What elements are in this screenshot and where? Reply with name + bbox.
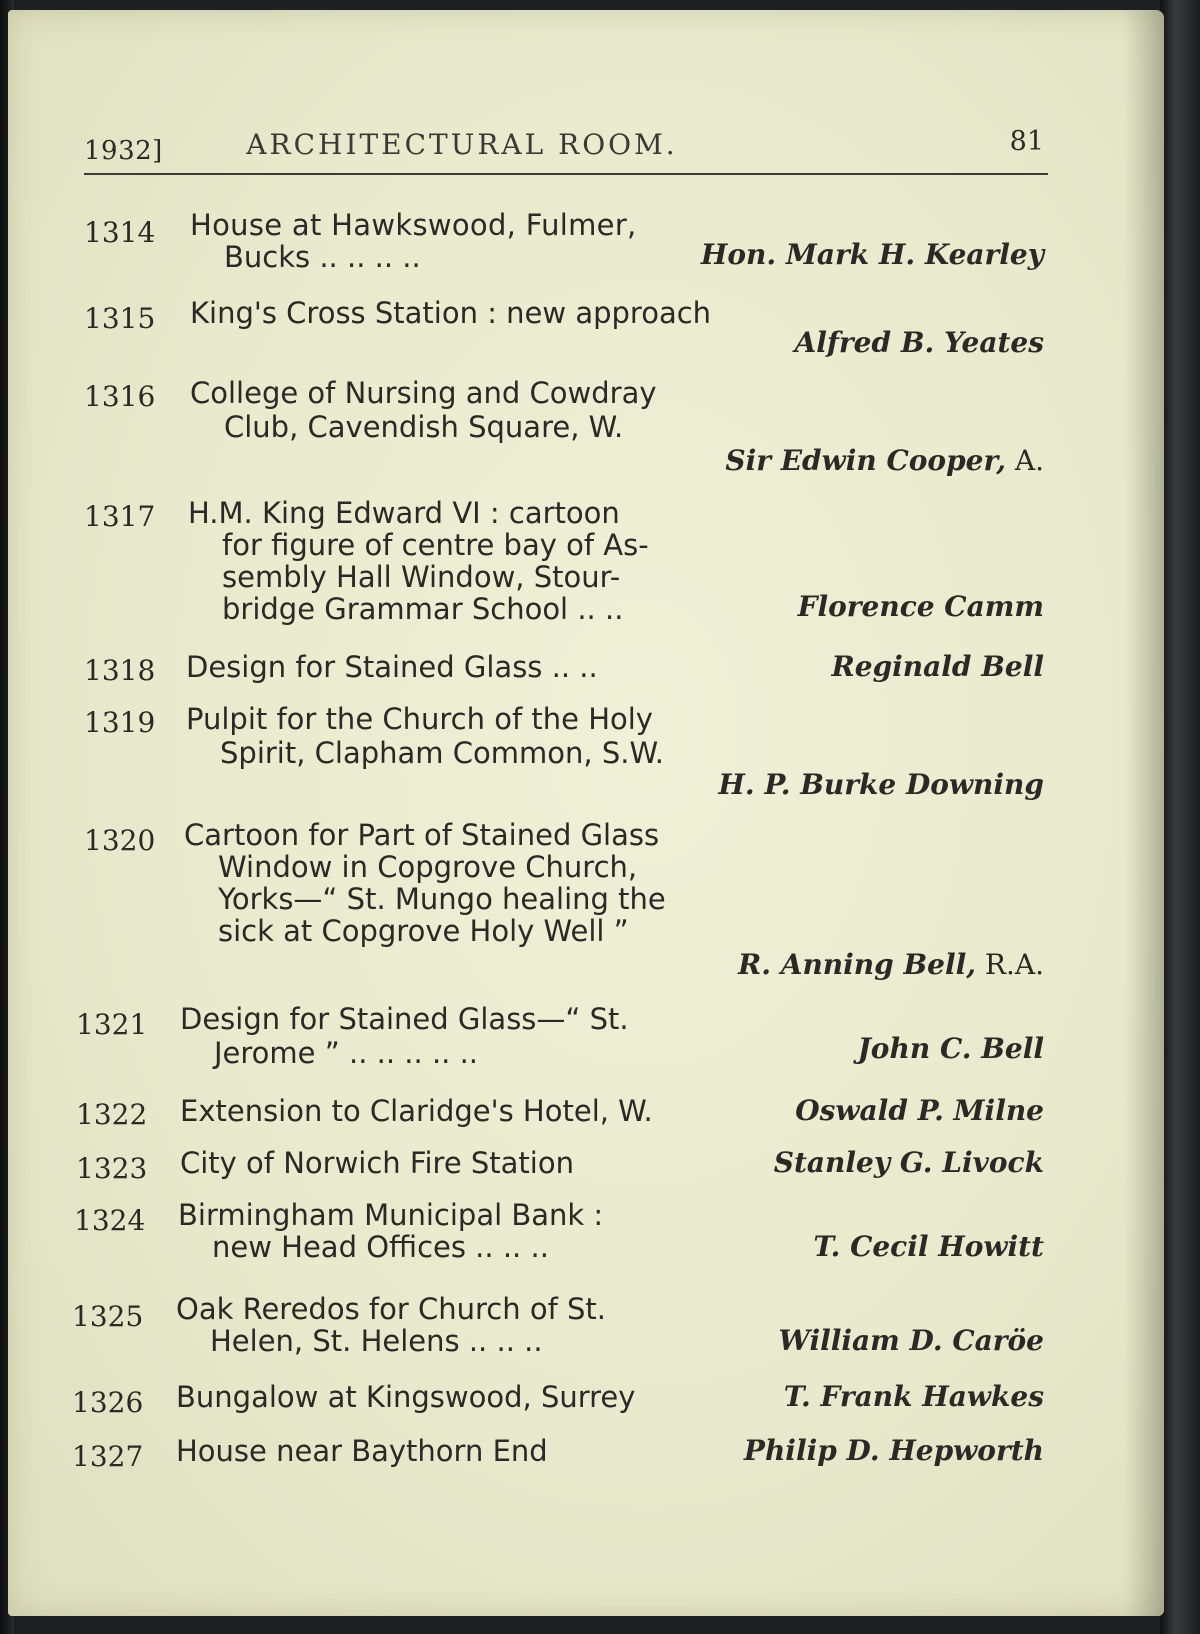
entry-artist [858,1032,1044,1065]
entry-number: 1315 [84,302,156,335]
entry-artist [795,1094,1044,1127]
artist-name: Philip D. Hepworth [743,1434,1044,1467]
artist-name: R. Anning Bell, [737,948,976,981]
artist-name: Stanley G. Livock [773,1146,1044,1179]
catalogue-entry [84,818,1044,988]
entry-title-line [190,208,718,242]
entry-artist [779,1324,1044,1357]
entry-title-text: House at Hawkswood, Fulmer, [190,208,637,242]
page-number: 81 [1009,126,1044,157]
catalogue-page [8,10,1164,1616]
entry-number: 1325 [72,1300,144,1333]
entry-number: 1319 [84,706,156,739]
entry-artist [738,948,1044,981]
catalogue-entry [76,1094,1044,1138]
catalogue-entry [76,1002,1044,1082]
entry-title-line: Yorks—“ St. Mungo healing the [218,882,666,916]
entry-number: 1317 [84,500,156,533]
artist-name: H. P. Burke Downing [718,768,1044,801]
entry-title-line: Helen, St. Helens .. .. .. [210,1324,543,1358]
entry-number: 1322 [76,1098,148,1131]
entry-title-line: Cartoon for Part of Stained Glass [184,818,660,852]
entry-number: 1316 [84,380,156,413]
entry-title-line: College of Nursing and Cowdray [190,376,657,410]
catalogue-entry [72,1434,1044,1478]
entry-artist [725,444,1044,477]
entry-number: 1327 [72,1440,144,1473]
entry-title-line: H.M. King Edward VI : cartoon [188,496,620,530]
artist-name: Alfred B. Yeates [794,326,1044,359]
artist-honours: A. [1005,444,1044,477]
entry-artist [744,1434,1044,1467]
catalogue-entry [84,496,1044,636]
entry-title-line: Jerome ” .. .. .. .. .. [214,1036,479,1070]
catalogue-entry [84,650,1044,694]
entry-artist [718,768,1044,801]
artist-name: Florence Camm [797,590,1044,623]
entry-title-line: Window in Copgrove Church, [218,850,638,884]
running-head-year: 1932] [84,136,163,166]
entry-title-line: new Head Offices .. .. .. [212,1230,549,1264]
entry-title-line: Spirit, Clapham Common, S.W. [220,736,665,770]
catalogue-entry [84,702,1044,802]
artist-name: Hon. Mark H. Kearley [700,238,1044,271]
entry-number: 1318 [84,654,156,687]
entry-number: 1326 [72,1386,144,1419]
catalogue-entry [72,1380,1044,1424]
entry-number: 1321 [76,1008,148,1041]
entry-artist [798,590,1044,623]
entry-title-line: sick at Copgrove Holy Well ” [218,914,629,948]
catalogue-entry [72,1292,1044,1372]
entry-title-line: Bungalow at Kingswood, Surrey [176,1380,636,1414]
artist-name: Oswald P. Milne [795,1094,1044,1127]
scan-edge-right [1160,0,1200,1634]
entry-artist [813,1230,1044,1263]
entry-artist [831,650,1044,683]
catalogue-entry [84,208,1044,288]
entry-title-line: Design for Stained Glass .. .. [186,650,598,684]
artist-name: T. Cecil Howitt [813,1230,1044,1263]
catalogue-entries [8,10,1164,1616]
entry-title-line: House near Baythorn End [176,1434,548,1468]
catalogue-entry [76,1146,1044,1190]
entry-number: 1323 [76,1152,148,1185]
entry-title-line: for figure of centre bay of As- [222,528,649,562]
entry-number: 1324 [74,1204,146,1237]
entry-artist [774,1146,1044,1179]
entry-title-line: King's Cross Station : new approach [190,296,712,330]
artist-name: T. Frank Hawkes [783,1380,1044,1413]
entry-title-line: Birmingham Municipal Bank : [178,1198,604,1232]
entry-title-line: Oak Reredos for Church of St. [176,1292,607,1326]
artist-name: Sir Edwin Cooper, [725,444,1006,477]
artist-honours: R.A. [975,948,1044,981]
entry-title-line: Club, Cavendish Square, W. [224,410,624,444]
running-head-title: ARCHITECTURAL ROOM. [246,128,678,161]
entry-artist [701,238,1044,271]
artist-name: John C. Bell [857,1032,1044,1065]
entry-title-line: Pulpit for the Church of the Holy [186,702,653,736]
entry-title-line: Extension to Claridge's Hotel, W. [180,1094,653,1128]
entry-number: 1320 [84,824,156,857]
entry-title-line: sembly Hall Window, Stour- [222,560,621,594]
entry-number: 1314 [84,216,156,249]
artist-name: William D. Caröe [778,1324,1044,1357]
catalogue-entry [84,296,1044,366]
entry-title-line: bridge Grammar School .. .. [222,592,624,626]
catalogue-entry [84,376,1044,476]
artist-name: Reginald Bell [831,650,1044,683]
entry-artist [784,1380,1044,1413]
entry-artist [795,326,1044,359]
entry-title-line: City of Norwich Fire Station [180,1146,574,1180]
entry-title-line: Design for Stained Glass—“ St. [180,1002,629,1036]
entry-title-line: Bucks .. .. .. .. [224,240,421,274]
catalogue-entry [74,1198,1044,1278]
